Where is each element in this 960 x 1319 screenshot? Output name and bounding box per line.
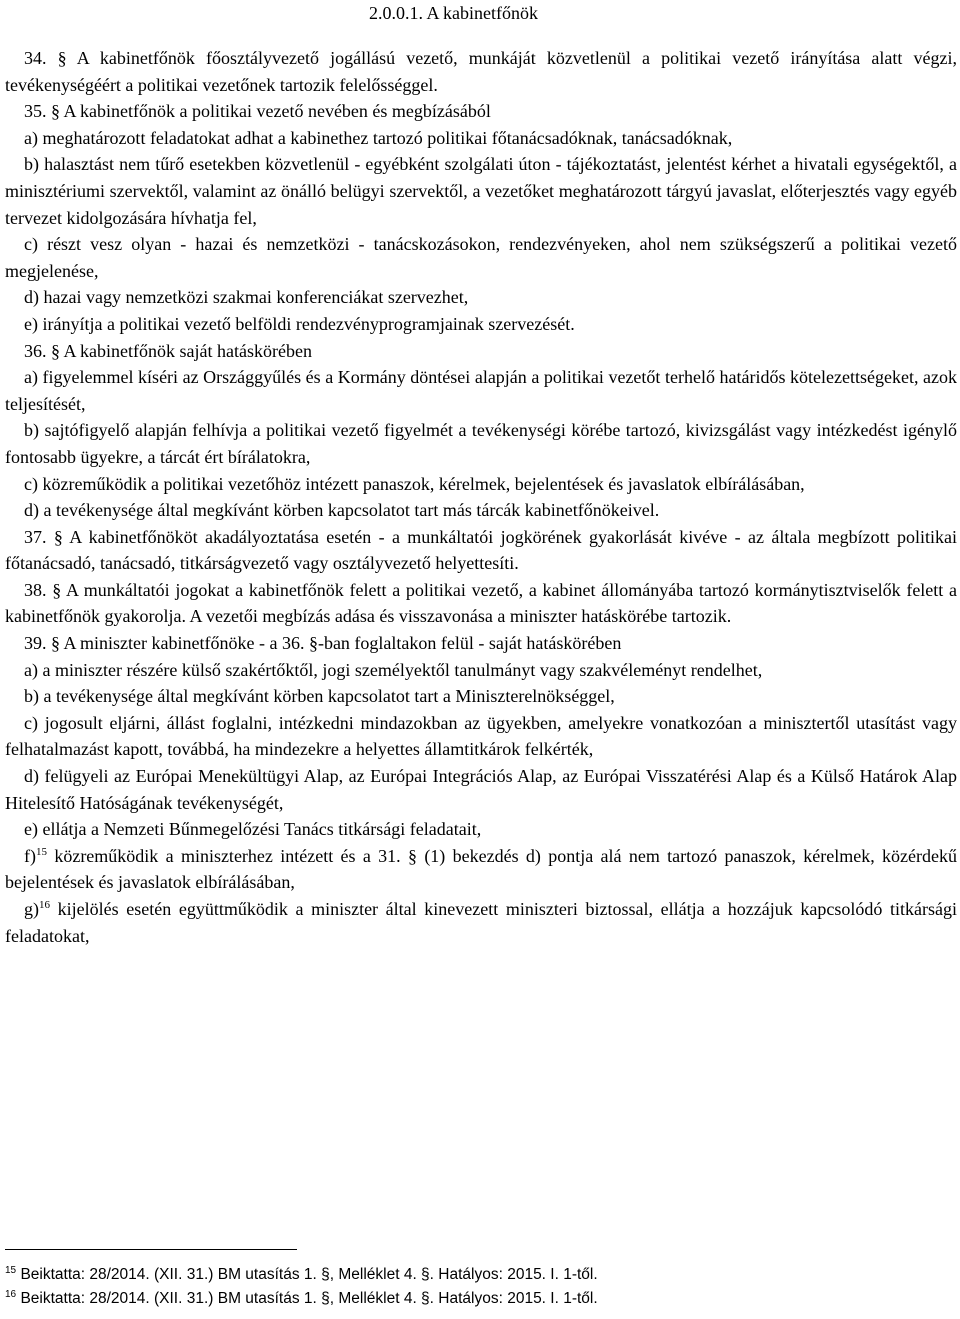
point-35-e: e) irányítja a politikai vezető belföldi rendezvényprogramjainak szervezését. xyxy=(24,313,575,334)
paragraph-text-continued: -ban foglaltakon felül - saját hatáskörében xyxy=(317,633,622,654)
paragraph-number: 39. xyxy=(24,633,47,654)
paragraph-34 xyxy=(5,45,957,98)
paragraph-38 xyxy=(5,577,957,630)
point-letter: f) xyxy=(24,845,36,866)
point-text: kijelölés esetén együttműködik a miniszter által kinevezett miniszteri biztossal, ellátja a hozzájuk kapcsolódó titkársági feladatokat, xyxy=(5,899,957,946)
point-39-a: a) a miniszter részére külső szakértőktől, jogi személyektől tanulmányt vagy szakvéleményt rendelhet, xyxy=(24,659,763,680)
section-sign: § xyxy=(53,526,63,547)
point-text: közreműködik a miniszterhez intézett és a 31. xyxy=(54,845,401,866)
section-sign: § xyxy=(51,101,60,122)
footnote-number: 16 xyxy=(5,1288,17,1300)
point-39-b: b) a tevékenysége által megkívánt körben kapcsolatot tart a Miniszterelnökséggel, xyxy=(24,686,615,707)
point-36-a: a) figyelemmel kíséri az Országgyűlés és a Kormány döntései alapján a politikai vezetőt terhelő határidős kötelezettségeket, azok teljesítését, xyxy=(5,367,957,414)
footnote-number: 15 xyxy=(5,1264,17,1276)
footnote-15 xyxy=(5,1263,598,1287)
point-35-b: b) halasztást nem tűrő esetekben közvetlenül - egyébként szolgálati úton - tájékoztatást, jelentést kérhet a hivatali egységektől, a minisztériumi szervektől, valamint az önálló belügyi szervektől, a vezetőket meghatározott tárgyú javaslat, előterjesztés vagy egyéb tervezet kidolgozására hívhatja fel, xyxy=(5,154,957,228)
point-35-d: d) hazai vagy nemzetközi szakmai konferenciákat szervezhet, xyxy=(24,287,469,308)
point-36-c: c) közreműködik a politikai vezetőhöz intézett panaszok, kérelmek, bejelentések és javaslatok elbírálásában, xyxy=(24,473,805,494)
paragraph-39 xyxy=(5,630,957,657)
paragraph-number: 35. xyxy=(24,101,47,122)
paragraph-text: A munkáltatói jogokat a kabinetfőnök felett a politikai vezető, a kabinet állományába tartozó kormánytisztviselők felett a kabinetfőnök gyakorolja. A vezetői megbízás adása és visszavonása a miniszter hatáskörébe tartozik. xyxy=(5,579,958,627)
point-text-continued: (1) bekezdés d) pontja alá nem tartozó panaszok, kérelmek, közérdekű bejelentések és javaslatok elbírálásában, xyxy=(5,845,958,893)
footnote-ref-16[interactable]: 16 xyxy=(39,899,50,911)
point-39-d: d) felügyeli az Európai Menekültügyi Alap, az Európai Integrációs Alap, az Európai Visszatérési Alap és a Külső Határok Alap Hitelesítő Hatóságának tevékenységét, xyxy=(5,766,957,813)
point-39-c: c) jogosult eljárni, állást foglalni, intézkedni mindazokban az ügyekben, amelyekre vonatkozóan a minisztertől utasítást vagy felhatalmazást kapott, továbbá, ha mindezekre a helyettes államtitkárok felkérték, xyxy=(5,712,957,760)
paragraph-text: A kabinetfőnök főosztályvezető jogállású vezető, munkáját közvetlenül a politikai vezető irányítása alatt végzi, tevékenységéért a politikai vezetőnek tartozik felelősséggel. xyxy=(5,48,958,95)
paragraph-text: A miniszter kabinetfőnöke - a 36. xyxy=(63,633,305,654)
footnote-text: Beiktatta: 28/2014. (XII. 31.) BM utasítás 1. §, Melléklet 4. §. Hatályos: 2015. I. 1-től. xyxy=(20,1266,598,1283)
paragraph-35 xyxy=(5,98,957,125)
section-sign: § xyxy=(51,340,60,361)
point-letter: g) xyxy=(24,899,39,919)
footnote-text: Beiktatta: 28/2014. (XII. 31.) BM utasítás 1. §, Melléklet 4. §. Hatályos: 2015. I. 1-től. xyxy=(20,1290,598,1307)
paragraph-number: 34. xyxy=(24,48,47,68)
point-36-d: d) a tevékenysége által megkívánt körben kapcsolatot tart más tárcák kabinetfőnökeivel. xyxy=(24,500,660,521)
paragraph-text: A kabinetfőnök a politikai vezető nevében és megbízásából xyxy=(63,101,491,122)
section-sign: § xyxy=(57,48,67,68)
document-body xyxy=(5,45,957,949)
footnote-ref-15[interactable]: 15 xyxy=(36,845,47,858)
point-39-g xyxy=(5,896,957,949)
paragraph-number: 38. xyxy=(24,579,47,600)
point-39-e: e) ellátja a Nemzeti Bűnmegelőzési Tanács titkársági feladatait, xyxy=(24,819,482,840)
paragraph-text: A kabinetfőnök saját hatáskörében xyxy=(63,340,312,361)
footnote-separator xyxy=(5,1249,297,1250)
paragraph-text: A kabinetfőnököt akadályoztatása esetén - a munkáltatói jogkörének gyakorlását kivéve - az általa megbízott politikai főtanácsadó, tanácsadó, titkárságvezető vagy osztályvezető helyettesíti. xyxy=(5,526,958,574)
section-sign: § xyxy=(51,633,60,654)
footnote-16 xyxy=(5,1287,598,1311)
section-heading: 2.0.0.1. A kabinetfőnök xyxy=(369,3,538,23)
paragraph-36 xyxy=(5,338,957,365)
footnotes xyxy=(5,1263,598,1311)
paragraph-number: 37. xyxy=(24,526,47,547)
point-36-b: b) sajtófigyelő alapján felhívja a politikai vezető figyelmét a tevékenységi körébe tartozó, kivizsgálást vagy intézkedést igénylő fontosabb ügyekre, a tárcát ért bírálatokra, xyxy=(5,420,957,467)
paragraph-37 xyxy=(5,524,957,577)
point-39-f xyxy=(5,843,957,896)
point-35-c: c) részt vesz olyan - hazai és nemzetközi - tanácskozásokon, rendezvényeken, ahol nem szükségszerű a politikai vezető megjelenése, xyxy=(5,234,957,281)
section-sign: § xyxy=(52,579,62,600)
section-sign: § xyxy=(308,633,318,654)
section-sign: § xyxy=(407,845,417,866)
paragraph-number: 36. xyxy=(24,340,47,361)
point-35-a: a) meghatározott feladatokat adhat a kabinethez tartozó politikai főtanácsadóknak, tanácsadóknak, xyxy=(24,127,733,148)
